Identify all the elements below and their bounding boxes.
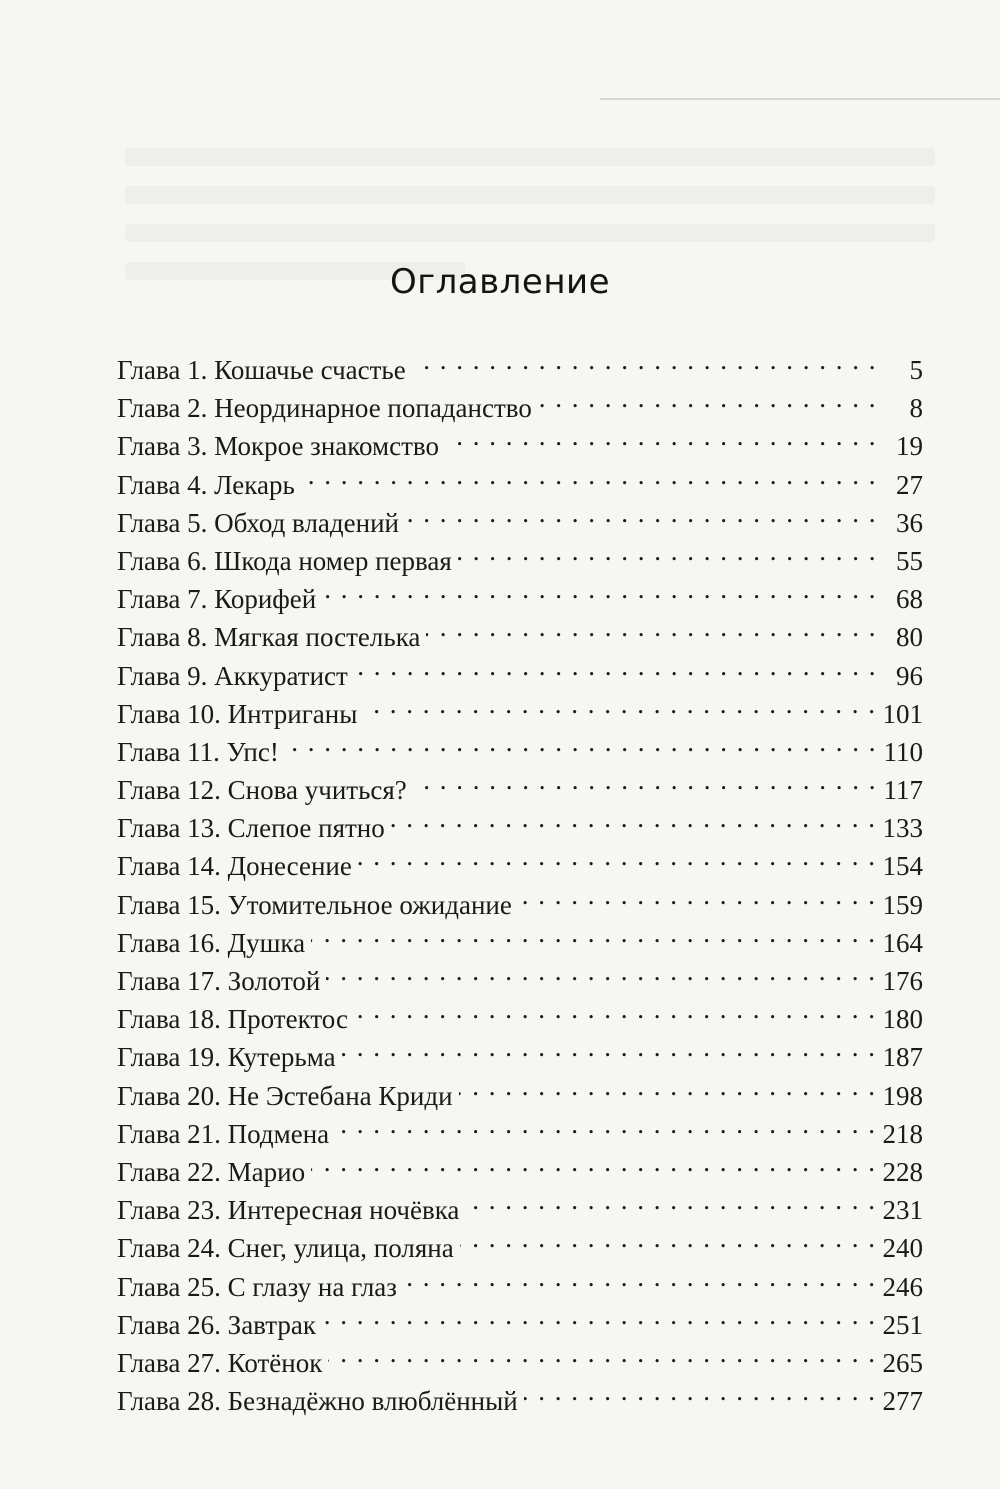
toc-entry-page-number: 251 xyxy=(882,1309,923,1340)
toc-entry-page-number: 55 xyxy=(896,545,923,576)
dot-leader xyxy=(458,532,877,570)
dot-leader xyxy=(311,914,876,952)
dot-leader xyxy=(413,761,877,799)
dot-leader xyxy=(518,876,877,914)
dot-leader xyxy=(465,1181,876,1219)
toc-entry-page-number: 154 xyxy=(882,851,923,882)
toc-entry-label: Глава 11. Упс! xyxy=(117,736,279,767)
toc-entry-page-number: 228 xyxy=(882,1156,923,1187)
toc-entry-page-number: 164 xyxy=(882,927,923,958)
toc-entry-page-number: 240 xyxy=(882,1233,923,1264)
toc-entry-label: Глава 4. Лекарь xyxy=(117,469,295,500)
toc-entry-label: Глава 18. Протектос xyxy=(117,1004,348,1035)
toc-entry-label: Глава 8. Мягкая постелька xyxy=(117,622,421,653)
toc-entry-label: Глава 19. Кутерьма xyxy=(117,1042,336,1073)
toc-entry-label: Глава 27. Котёнок xyxy=(117,1347,323,1378)
toc-entry-label: Глава 25. С глазу на глаз xyxy=(117,1271,397,1302)
dot-leader xyxy=(311,1143,876,1181)
toc-entry-page-number: 68 xyxy=(896,584,923,615)
toc-entry-label: Глава 24. Снег, улица, поляна xyxy=(117,1233,454,1264)
dot-leader xyxy=(322,1296,877,1334)
toc-entry-label: Глава 13. Слепое пятно xyxy=(117,813,385,844)
dot-leader xyxy=(285,723,877,761)
toc-entry-label: Глава 22. Марио xyxy=(117,1156,306,1187)
dot-leader xyxy=(328,1334,876,1372)
toc-entry-page-number: 117 xyxy=(883,775,923,806)
dot-leader xyxy=(445,417,877,455)
toc-entry-page-number: 36 xyxy=(896,507,923,538)
dot-leader xyxy=(326,952,876,990)
toc-entry-label: Глава 15. Утомительное ожидание xyxy=(117,889,512,920)
dot-leader xyxy=(358,837,877,875)
dot-leader xyxy=(322,570,877,608)
toc-entry-page-number: 159 xyxy=(882,889,923,920)
page-title: Оглавление xyxy=(389,262,611,302)
toc-entry-page-number: 246 xyxy=(882,1271,923,1302)
toc-entry-label: Глава 21. Подмена xyxy=(117,1118,330,1149)
toc-entry[interactable] xyxy=(117,341,923,385)
toc-entry-label: Глава 9. Аккуратист xyxy=(117,660,348,691)
dot-leader xyxy=(335,1105,876,1143)
toc-entry-page-number: 265 xyxy=(882,1347,923,1378)
ghost-text-line xyxy=(125,224,935,242)
dot-leader xyxy=(301,456,877,494)
toc-entry-page-number: 96 xyxy=(896,660,923,691)
toc-entry-page-number: 133 xyxy=(882,813,923,844)
ghost-text-line xyxy=(125,148,935,166)
dot-leader xyxy=(342,1028,877,1066)
toc-entry-label: Глава 7. Корифей xyxy=(117,584,317,615)
toc-entry-page-number: 176 xyxy=(882,966,923,996)
toc-entry-page-number: 218 xyxy=(882,1118,923,1149)
toc-entry-page-number: 198 xyxy=(882,1080,923,1111)
toc-entry-label: Глава 16. Душка xyxy=(117,927,306,958)
dot-leader xyxy=(403,1258,877,1296)
dot-leader xyxy=(354,990,877,1028)
toc-entry-label: Глава 2. Неординарное попаданство xyxy=(117,393,532,424)
toc-entry-label: Глава 6. Шкода номер первая xyxy=(117,545,452,576)
toc-entry-page-number: 180 xyxy=(882,1004,923,1035)
toc-entry-page-number: 231 xyxy=(882,1195,923,1226)
toc-entry-page-number: 187 xyxy=(882,1042,923,1073)
toc-entry-label: Глава 12. Снова учиться? xyxy=(117,775,407,806)
toc-entry-page-number: 80 xyxy=(896,622,923,653)
toc-entry-label: Глава 3. Мокрое знакомство xyxy=(117,431,439,462)
toc-entry-page-number: 27 xyxy=(896,469,923,500)
dot-leader xyxy=(459,1067,877,1105)
dot-leader xyxy=(405,494,877,532)
dot-leader xyxy=(426,608,877,646)
toc-entry-label: Глава 17. Золотой xyxy=(117,966,321,996)
toc-entry-label: Глава 20. Не Эстебана Криди xyxy=(117,1080,453,1111)
toc-entry-page-number: 277 xyxy=(882,1386,923,1417)
toc-entry-page-number: 110 xyxy=(883,736,923,767)
toc-entry-label: Глава 5. Обход владений xyxy=(117,507,399,538)
dot-leader xyxy=(363,685,876,723)
toc-entry-label: Глава 23. Интересная ночёвка xyxy=(117,1195,460,1226)
toc-entry-page-number: 5 xyxy=(909,355,923,385)
table-of-contents xyxy=(117,341,923,1417)
toc-entry-page-number: 8 xyxy=(909,393,923,424)
toc-entry-page-number: 101 xyxy=(882,698,923,729)
dot-leader xyxy=(354,647,877,685)
toc-entry-label: Глава 26. Завтрак xyxy=(117,1309,316,1340)
dot-leader xyxy=(412,341,877,379)
toc-entry-label: Глава 10. Интриганы xyxy=(117,698,358,729)
dot-leader xyxy=(538,379,877,417)
toc-entry-label: Глава 14. Донесение xyxy=(117,851,352,882)
toc-entry-page-number: 19 xyxy=(896,431,923,462)
dot-leader xyxy=(460,1219,877,1257)
ghost-text-line xyxy=(125,186,935,204)
toc-entry-label: Глава 1. Кошачье счастье xyxy=(117,355,406,385)
dot-leader xyxy=(391,799,877,837)
dot-leader xyxy=(524,1372,877,1410)
toc-entry-label: Глава 28. Безнадёжно влюблённый xyxy=(117,1386,518,1417)
ghost-running-header xyxy=(600,62,1000,100)
